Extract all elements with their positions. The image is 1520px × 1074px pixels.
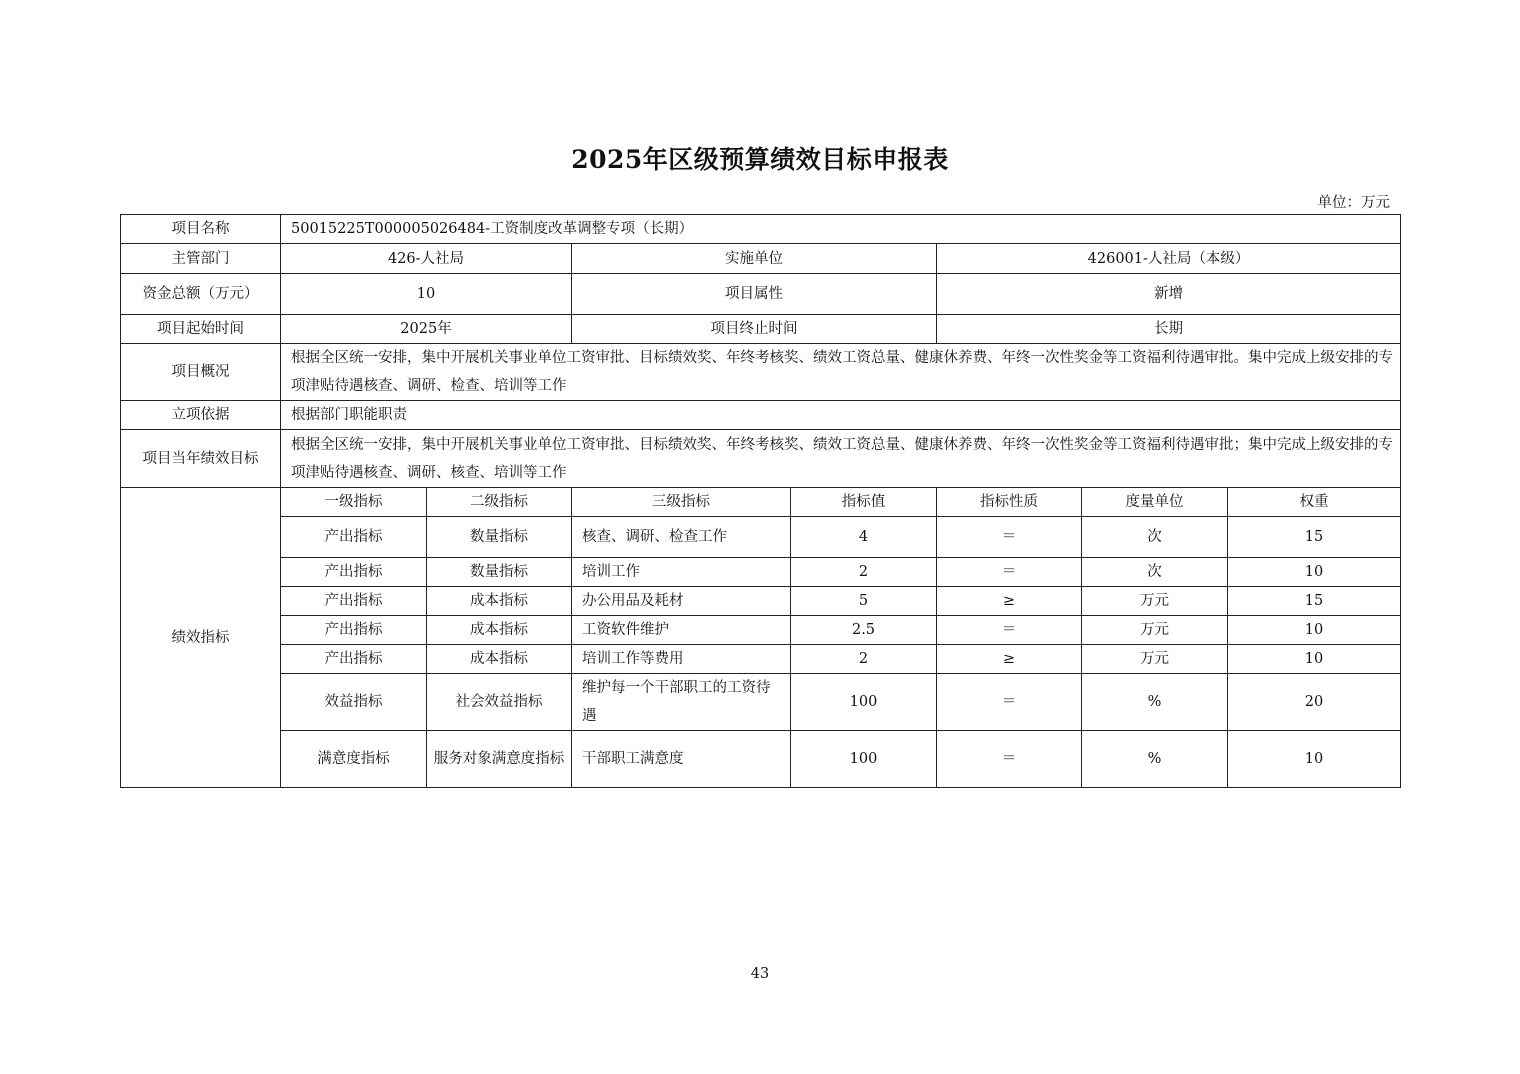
- unit-note: 单位：万元: [1317, 195, 1390, 211]
- row-level1: 效益指标: [281, 674, 427, 731]
- row-level1: 产出指标: [281, 517, 427, 558]
- goal-value: 根据全区统一安排，集中开展机关事业单位工资审批、目标绩效奖、年终考核奖、绩效工资总量、健康休养费、年终一次性奖金等工资福利待遇审批；集中完成上级安排的专项津贴待遇核查、调研、核查、培训等工作: [281, 430, 1401, 488]
- header-nature: 指标性质: [937, 488, 1082, 517]
- row-level2: 服务对象满意度指标: [427, 731, 572, 788]
- row-nature: ≥: [937, 587, 1082, 616]
- row-weight: 10: [1228, 645, 1401, 674]
- row-weight: 15: [1228, 517, 1401, 558]
- basis-value: 根据部门职能职责: [281, 401, 1401, 430]
- row-value: 100: [791, 731, 937, 788]
- table-row: [121, 674, 1401, 731]
- page-title: 2025年区级预算绩效目标申报表: [571, 145, 949, 174]
- row-weight: 10: [1228, 731, 1401, 788]
- table-row: [121, 616, 1401, 645]
- start-value: 2025年: [281, 315, 572, 344]
- row-goal: [121, 430, 1401, 488]
- row-weight: 20: [1228, 674, 1401, 731]
- row-basis: [121, 401, 1401, 430]
- row-nature: ＝: [937, 674, 1082, 731]
- row-fund: [121, 274, 1401, 315]
- row-weight: 10: [1228, 616, 1401, 645]
- row-time: [121, 315, 1401, 344]
- row-weight: 15: [1228, 587, 1401, 616]
- header-unit: 度量单位: [1082, 488, 1228, 517]
- row-unit: 次: [1082, 558, 1228, 587]
- impl-label: 实施单位: [572, 244, 937, 274]
- row-value: 4: [791, 517, 937, 558]
- goal-label: 项目当年绩效目标: [121, 430, 281, 488]
- indicator-header-row: [121, 488, 1401, 517]
- table-row: [121, 558, 1401, 587]
- row-level1: 产出指标: [281, 616, 427, 645]
- row-nature: ＝: [937, 616, 1082, 645]
- header-weight: 权重: [1228, 488, 1401, 517]
- row-nature: ＝: [937, 731, 1082, 788]
- row-level2: 数量指标: [427, 558, 572, 587]
- row-unit: 万元: [1082, 587, 1228, 616]
- row-level3: 干部职工满意度: [572, 731, 791, 788]
- row-level2: 成本指标: [427, 645, 572, 674]
- table-row: [121, 645, 1401, 674]
- row-level1: 产出指标: [281, 587, 427, 616]
- row-level2: 成本指标: [427, 616, 572, 645]
- indicators-section-label: 绩效指标: [121, 488, 281, 788]
- row-level3: 维护每一个干部职工的工资待遇: [572, 674, 791, 731]
- end-value: 长期: [937, 315, 1401, 344]
- header-level1: 一级指标: [281, 488, 427, 517]
- row-level3: 核查、调研、检查工作: [572, 517, 791, 558]
- header-level2: 二级指标: [427, 488, 572, 517]
- row-level3: 培训工作等费用: [572, 645, 791, 674]
- row-nature: ＝: [937, 558, 1082, 587]
- attr-value: 新增: [937, 274, 1401, 315]
- row-unit: 万元: [1082, 645, 1228, 674]
- impl-value: 426001-人社局（本级）: [937, 244, 1401, 274]
- row-nature: ≥: [937, 645, 1082, 674]
- fund-label: 资金总额（万元）: [121, 274, 281, 315]
- performance-table: [120, 214, 1401, 788]
- dept-label: 主管部门: [121, 244, 281, 274]
- row-value: 2.5: [791, 616, 937, 645]
- row-level2: 成本指标: [427, 587, 572, 616]
- overview-label: 项目概况: [121, 344, 281, 401]
- page-number: 43: [750, 966, 770, 982]
- row-unit: %: [1082, 731, 1228, 788]
- row-level3: 培训工作: [572, 558, 791, 587]
- row-project-name: [121, 215, 1401, 244]
- project-name-label: 项目名称: [121, 215, 281, 244]
- fund-value: 10: [281, 274, 572, 315]
- row-value: 5: [791, 587, 937, 616]
- row-level1: 满意度指标: [281, 731, 427, 788]
- row-dept: [121, 244, 1401, 274]
- row-unit: %: [1082, 674, 1228, 731]
- attr-label: 项目属性: [572, 274, 937, 315]
- table-row: [121, 587, 1401, 616]
- row-unit: 万元: [1082, 616, 1228, 645]
- start-label: 项目起始时间: [121, 315, 281, 344]
- row-nature: ＝: [937, 517, 1082, 558]
- overview-value: 根据全区统一安排，集中开展机关事业单位工资审批、目标绩效奖、年终考核奖、绩效工资总量、健康休养费、年终一次性奖金等工资福利待遇审批。集中完成上级安排的专项津贴待遇核查、调研、检查、培训等工作: [281, 344, 1401, 401]
- dept-value: 426-人社局: [281, 244, 572, 274]
- row-level3: 工资软件维护: [572, 616, 791, 645]
- row-level2: 社会效益指标: [427, 674, 572, 731]
- row-value: 2: [791, 645, 937, 674]
- project-name-value: 50015225T000005026484-工资制度改革调整专项（长期）: [281, 215, 1401, 244]
- row-level2: 数量指标: [427, 517, 572, 558]
- row-overview: [121, 344, 1401, 401]
- table-row: [121, 731, 1401, 788]
- table-row: [121, 517, 1401, 558]
- row-level3: 办公用品及耗材: [572, 587, 791, 616]
- row-unit: 次: [1082, 517, 1228, 558]
- row-level1: 产出指标: [281, 645, 427, 674]
- basis-label: 立项依据: [121, 401, 281, 430]
- row-value: 2: [791, 558, 937, 587]
- end-label: 项目终止时间: [572, 315, 937, 344]
- row-level1: 产出指标: [281, 558, 427, 587]
- header-value: 指标值: [791, 488, 937, 517]
- header-level3: 三级指标: [572, 488, 791, 517]
- row-weight: 10: [1228, 558, 1401, 587]
- row-value: 100: [791, 674, 937, 731]
